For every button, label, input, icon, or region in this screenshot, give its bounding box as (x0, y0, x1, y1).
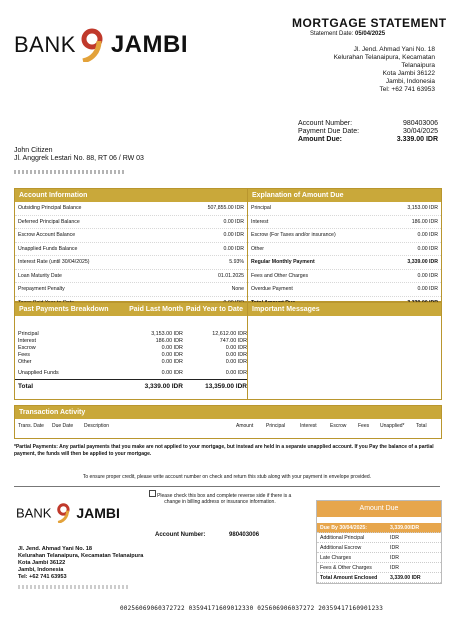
past-payment-last: 0.00 IDR (161, 344, 183, 351)
explanation-value: 3,339.00 IDR (407, 259, 438, 266)
account-info-label: Outsiding Principal Balance (18, 205, 82, 212)
account-info-row (15, 229, 247, 243)
bank-address-line: Kota Jambi 36122 (382, 70, 435, 77)
stub-amount-row (317, 573, 441, 583)
stub-bank-name-part1: BANK (16, 505, 52, 521)
stub-amount-value[interactable]: IDR (390, 564, 399, 571)
stub-barcode-strip (18, 585, 130, 589)
statement-date-value: 05/04/2025 (355, 31, 386, 37)
account-info-value: 0.00 IDR (223, 218, 244, 225)
stub-amount-due-box (316, 500, 442, 584)
explanation-row (248, 202, 441, 216)
tear-line (14, 486, 440, 487)
account-info-row (15, 243, 247, 257)
tx-col: Principal (266, 423, 286, 429)
tx-col: Total (416, 423, 427, 429)
past-payments-rows (15, 330, 247, 376)
past-payment-ytd: 0.00 IDR (225, 344, 247, 351)
explanation-heading: Explanation of Amount Due (248, 189, 441, 202)
explanation-row (248, 283, 441, 297)
bank-address-line: Jambi, Indonesia (385, 78, 435, 85)
micr-line: 00256069060372722 03594171609012330 025606906037272 20359417160901233 (120, 605, 384, 612)
tx-col: Due Date (52, 423, 74, 429)
customer-name: John Citizen (14, 147, 53, 154)
explanation-row (248, 216, 441, 230)
past-payment-last: 0.00 IDR (161, 369, 183, 376)
past-payment-label: Fees (18, 351, 30, 358)
bank-address-line: Telanaipura (401, 62, 435, 69)
stub-amount-due-heading: Amount Due (317, 501, 441, 517)
stub-amount-label: Additional Escrow (320, 544, 362, 551)
total-ytd: 13,359.00 IDR (205, 382, 247, 390)
stub-account-number: 980403006 (229, 532, 260, 538)
past-payment-last: 186.00 IDR (155, 337, 183, 344)
past-payment-last: 0.00 IDR (161, 358, 183, 365)
account-info-value: 0.00 IDR (223, 245, 244, 252)
stub-address-line: Tel: +62 741 63953 (18, 574, 67, 580)
stub-address-line: Jl. Jend. Ahmad Yani No. 18 (18, 546, 92, 552)
past-payment-ytd: 747.00 IDR (219, 337, 247, 344)
past-payments-panel (14, 302, 248, 400)
explanation-label: Other (251, 245, 264, 252)
partial-payments-note: *Partial Payments: Any partial payments that you make are not applied to your mortgage, but instead are held in a separate unapplied account. If you Pay the balance of a partial payment, the funds will then be applied to your mortgage. (14, 444, 434, 457)
bank-address (285, 46, 435, 94)
credit-instructions: To ensure proper credit, please write account number on check and return this stub along with your payment in envelope provided. (82, 474, 372, 480)
stub-bank-logo (16, 503, 120, 527)
bank-address-line: Kelurahan Telanaipura, Kecamatan (333, 54, 435, 61)
stub-amount-label: Fees & Other Charges (320, 564, 372, 571)
account-number: 980403006 (402, 120, 438, 127)
explanation-row (248, 229, 441, 243)
stub-amount-row (317, 553, 441, 563)
statement-title: MORTGAGE STATEMENT (292, 16, 447, 30)
transaction-activity-panel (14, 405, 442, 439)
stub-due-by-row (317, 523, 441, 533)
past-payment-label: Unapplied Funds (18, 369, 59, 376)
due-date: 30/04/2025 (402, 128, 438, 135)
stub-amount-row (317, 543, 441, 553)
stub-account (155, 532, 259, 538)
stub-amount-label: Late Charges (320, 554, 352, 561)
bank-logo (14, 28, 188, 68)
past-payments-total (15, 379, 247, 392)
account-information-rows (15, 202, 247, 310)
bank-logo-icon (78, 28, 108, 62)
past-payment-last: 0.00 IDR (161, 351, 183, 358)
stub-amount-rows (317, 533, 441, 583)
stub-address (18, 546, 143, 581)
stub-due-by-label: Due By 30/04/2025: (320, 524, 368, 531)
transaction-columns (15, 423, 441, 429)
past-payment-row (15, 337, 247, 344)
explanation-value: 0.00 IDR (417, 232, 438, 239)
account-info-label: Prepayment Penalty (18, 286, 65, 293)
past-payment-ytd: 0.00 IDR (225, 351, 247, 358)
total-last-month: 3,339.00 IDR (144, 382, 183, 390)
explanation-label: Overdue Payment (251, 286, 293, 293)
account-information-panel (14, 188, 248, 302)
paid-ytd-header: Paid Year to Date (185, 306, 243, 313)
stub-amount-value[interactable]: IDR (390, 544, 399, 551)
tx-col: Unapplied* (380, 423, 405, 429)
explanation-row (248, 256, 441, 270)
past-payments-heading: Past Payments Breakdown (19, 306, 109, 313)
stub-due-by-value: 3,339.00IDR (390, 524, 420, 531)
account-info-value: 01.01.2025 (218, 272, 244, 279)
address-change-checkbox[interactable] (149, 490, 156, 497)
account-info-label: Escrow Account Balance (18, 232, 76, 239)
tx-col: Trans. Date (18, 423, 44, 429)
explanation-row (248, 270, 441, 284)
explanation-panel (247, 188, 442, 302)
tx-col: Fees (358, 423, 370, 429)
due-date-label: Payment Due Date: (298, 128, 360, 135)
tx-col: Amount (236, 423, 254, 429)
explanation-value: 0.00 IDR (417, 245, 438, 252)
customer-address: Jl. Anggrek Lestari No. 88, RT 06 / RW 03 (14, 155, 144, 162)
past-payment-row (15, 351, 247, 358)
stub-amount-value[interactable]: 3,339.00 IDR (390, 574, 421, 581)
amount-due-label: Amount Due: (298, 136, 342, 143)
stub-bank-name-part2: JAMBI (76, 505, 120, 521)
account-info-label: Interest Rate (until 30/04/2025) (18, 259, 90, 266)
explanation-label: Fees and Other Charges (251, 272, 309, 279)
explanation-value: 0.00 IDR (417, 272, 438, 279)
bank-name-part1: BANK (14, 32, 76, 57)
statement-date-label: Statement Date: (310, 31, 354, 37)
stub-amount-row (317, 563, 441, 573)
tx-col: Escrow (330, 423, 347, 429)
explanation-value: 186.00 IDR (411, 218, 438, 225)
account-info-row (15, 270, 247, 284)
account-summary (298, 120, 438, 144)
important-messages-panel (247, 302, 442, 400)
past-payment-row (15, 369, 247, 376)
account-info-value: None (231, 286, 244, 293)
explanation-label: Interest (251, 218, 269, 225)
stub-address-line: Kelurahan Telanaipura, Kecamatan Telanaipura (18, 553, 144, 559)
address-change-notice (140, 490, 300, 505)
past-payment-row (15, 358, 247, 365)
explanation-value: 0.00 IDR (417, 286, 438, 293)
stub-address-line: Jambi, Indonesia (18, 567, 64, 573)
tx-col: Interest (300, 423, 317, 429)
total-label: Total (18, 382, 34, 390)
stub-address-line: Kota Jambi 36122 (18, 560, 66, 566)
explanation-row (248, 243, 441, 257)
bank-address-line: Jl. Jend. Ahmad Yani No. 18 (353, 46, 435, 53)
stub-amount-value[interactable]: IDR (390, 534, 399, 541)
past-payment-ytd: 12,612.00 IDR (212, 330, 247, 337)
bank-address-line: Tel: +62 741 63953 (379, 86, 435, 93)
account-info-row (15, 202, 247, 216)
account-info-value: 5.93% (229, 259, 244, 266)
bank-logo-icon (55, 503, 73, 523)
amount-due: 3.339.00 IDR (396, 136, 438, 143)
tx-col: Description (84, 423, 110, 429)
explanation-label: Escrow (For Taxes and/or insurance) (251, 232, 336, 239)
stub-amount-row (317, 533, 441, 543)
statement-date (310, 31, 385, 37)
past-payment-ytd: 0.00 IDR (225, 369, 247, 376)
past-payment-row (15, 330, 247, 337)
stub-amount-label: Additional Principal (320, 534, 365, 541)
past-payment-ytd: 0.00 IDR (225, 358, 247, 365)
paid-last-month-header: Paid Last Month (129, 306, 184, 313)
stub-amount-label: Total Amount Enclosed (320, 574, 378, 581)
explanation-rows (248, 202, 441, 310)
account-info-value: 507,855.00 IDR (207, 205, 244, 212)
account-info-value: 0.00 IDR (223, 232, 244, 239)
past-payment-last: 3,153.00 IDR (151, 330, 183, 337)
account-info-row (15, 216, 247, 230)
past-payment-label: Principal (18, 330, 39, 337)
bank-name-part2: JAMBI (110, 31, 188, 58)
account-info-label: Unapplied Funds Balance (18, 245, 78, 252)
past-payment-label: Other (18, 358, 32, 365)
account-info-row (15, 256, 247, 270)
account-info-label: Deferred Principal Balance (18, 218, 80, 225)
barcode-strip (14, 170, 124, 174)
account-info-row (15, 283, 247, 297)
explanation-label: Regular Monthly Payment (251, 259, 315, 266)
customer-block (14, 147, 144, 163)
explanation-label: Principal (251, 205, 271, 212)
important-messages-heading: Important Messages (248, 303, 441, 316)
transaction-activity-heading: Transaction Activity (15, 406, 441, 419)
past-payments-header (15, 303, 247, 316)
stub-account-label: Account Number: (155, 532, 206, 538)
stub-amount-value[interactable]: IDR (390, 554, 399, 561)
past-payment-label: Escrow (18, 344, 36, 351)
account-number-label: Account Number: (298, 120, 353, 127)
explanation-value: 3,153.00 IDR (407, 205, 438, 212)
past-payment-row (15, 344, 247, 351)
account-info-label: Loan Maturity Date (18, 272, 62, 279)
account-information-heading: Account Information (15, 189, 247, 202)
past-payment-label: Interest (18, 337, 36, 344)
address-change-text: Please check this box and complete reverse side if there is a change in billing address or insurance information. (157, 493, 292, 505)
